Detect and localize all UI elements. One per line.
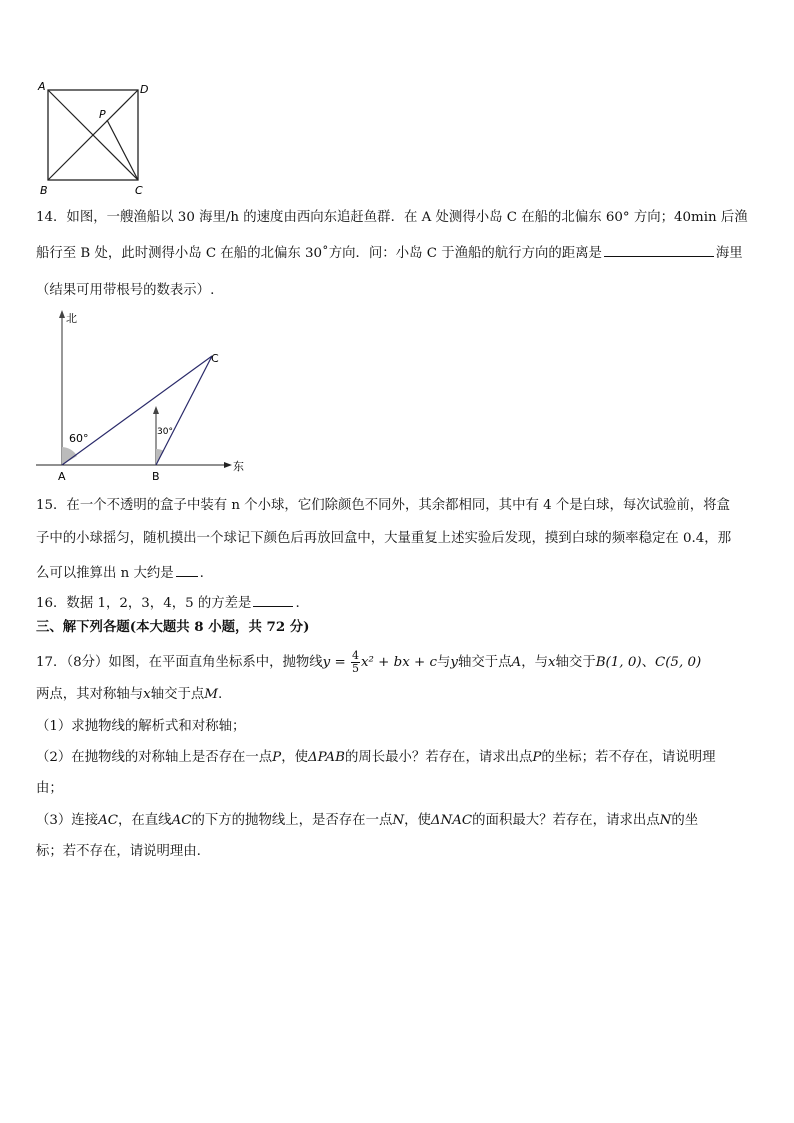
q17-l1-b: 与 — [437, 655, 451, 670]
q17-p2-a: （2）在抛物线的对称轴上是否存在一点 — [36, 750, 273, 765]
square-figure — [34, 78, 164, 198]
formula-rest: x² + bx + c — [360, 655, 437, 670]
angle-b-label: 30° — [157, 427, 173, 437]
east-label: 东 — [233, 460, 244, 473]
fraction-denominator: 5 — [351, 662, 359, 675]
segment-ac-2: AC — [171, 813, 192, 828]
angle-a-label: 60° — [69, 432, 89, 445]
label-d: D — [140, 83, 149, 96]
q17-p3-b: ，在直线 — [118, 813, 172, 828]
point-n-symbol-2: N — [659, 813, 672, 828]
q15-line3 — [36, 562, 204, 584]
q17-part1: （1）求抛物线的解析式和对称轴； — [36, 719, 246, 734]
x-axis-symbol-2: x — [143, 687, 151, 702]
line-ac — [62, 356, 212, 465]
q14-line2-unit: 海里 — [715, 246, 743, 261]
q14-line2 — [36, 242, 743, 264]
q17-p3-a: （3）连接 — [36, 813, 99, 828]
q17-line1 — [36, 650, 701, 675]
q17-l2-c: . — [217, 687, 223, 702]
q17-part2-line1 — [36, 748, 716, 768]
q17-l1-c: 轴交于点 — [457, 655, 512, 670]
q15-line2: 子中的小球摇匀，随机摸出一个球记下颜色后再放回盒中，大量重复上述实验后发现，摸到白球的频率稳定在 0.4，那 — [36, 531, 732, 546]
q17-part3-line1 — [36, 811, 698, 831]
q17-p2-b: ，使 — [281, 750, 308, 765]
formula-y: y — [322, 655, 331, 670]
north-label: 北 — [66, 312, 77, 325]
segment-ac: AC — [98, 813, 119, 828]
q14-line1: 14．如图，一艘渔船以 30 海里/h 的速度由西向东追赶鱼群．在 A 处测得小岛 C 在船的北偏东 60° 方向；40min 后渔 — [36, 210, 748, 225]
segment-pc — [107, 120, 138, 180]
q16-answer-blank[interactable] — [253, 592, 293, 607]
boat-figure — [30, 308, 260, 488]
q16-text: 16．数据 1，2，3，4，5 的方差是 — [36, 596, 252, 611]
q15-line1: 15．在一个不透明的盒子中装有 n 个小球，它们除颜色不同外，其余都相同，其中有 4 个是白球，每次试验前，将盒 — [36, 498, 730, 513]
q17-l2-b: 轴交于点 — [150, 687, 205, 702]
x-axis-symbol: x — [547, 655, 556, 670]
east-arrow — [224, 462, 232, 468]
q17-l1-f: 、 — [641, 655, 655, 670]
q17-line2 — [36, 685, 222, 705]
point-b-coord: B(1, 0) — [595, 655, 642, 670]
q14-answer-blank[interactable] — [604, 242, 714, 257]
q16-line — [36, 592, 300, 614]
triangle-nac: ΔNAC — [430, 813, 473, 828]
point-b-label: B — [152, 470, 160, 483]
point-n-symbol: N — [392, 813, 405, 828]
point-m-symbol: M — [204, 687, 218, 702]
q16-end: . — [295, 596, 300, 611]
q17-l2-a: 两点，其对称轴与 — [36, 687, 144, 702]
q15-line3-text: 么可以推算出 n 大约是 — [36, 566, 174, 581]
q15-line3-end: . — [199, 566, 204, 581]
label-b: B — [40, 184, 48, 197]
point-a-label: A — [58, 470, 66, 483]
north-arrow-b — [153, 406, 159, 414]
point-p-symbol: P — [272, 750, 282, 765]
q17-l1-d: ，与 — [521, 655, 548, 670]
q14-line2-text: 船行至 B 处，此时测得小岛 C 在船的北偏东 30˚方向．问：小岛 C 于渔船的航行方向的距离是 — [36, 246, 602, 261]
line-bc — [156, 356, 212, 465]
point-c-label: C — [211, 352, 219, 365]
fraction-numerator: 4 — [351, 649, 359, 662]
q17-part2-line2: 由； — [36, 781, 63, 796]
q17-p3-f: 的坐 — [671, 813, 699, 828]
point-p-symbol-2: P — [532, 750, 542, 765]
triangle-pab: ΔPAB — [307, 750, 345, 765]
q17-p2-d: 的坐标；若不存在，请说明理 — [541, 750, 716, 765]
formula-eq: = — [330, 655, 350, 670]
q17-intro: 17．（8分）如图，在平面直角坐标系中，抛物线 — [36, 655, 323, 670]
q15-answer-blank[interactable] — [176, 562, 198, 577]
point-c-coord: C(5, 0) — [654, 655, 702, 670]
q17-part3-line2: 标；若不存在，请说明理由. — [36, 844, 201, 859]
q17-p3-c: 的下方的抛物线上，是否存在一点 — [191, 813, 393, 828]
label-p: P — [99, 108, 106, 121]
q17-p2-c: 的周长最小？若存在，请求出点 — [344, 750, 533, 765]
label-c: C — [135, 184, 143, 197]
formula-fraction — [351, 650, 360, 675]
q17-p3-d: ，使 — [404, 813, 431, 828]
label-a: A — [38, 80, 46, 93]
section3-title: 三、解下列各题(本大题共 8 小题，共 72 分) — [36, 619, 310, 635]
y-axis-symbol: y — [450, 655, 458, 670]
north-arrow-a — [59, 310, 65, 318]
q14-line3: （结果可用带根号的数表示）. — [36, 283, 215, 298]
point-a-symbol: A — [511, 655, 522, 670]
q17-p3-e: 的面积最大？若存在，请求出点 — [472, 813, 660, 828]
q17-l1-e: 轴交于 — [555, 655, 596, 670]
